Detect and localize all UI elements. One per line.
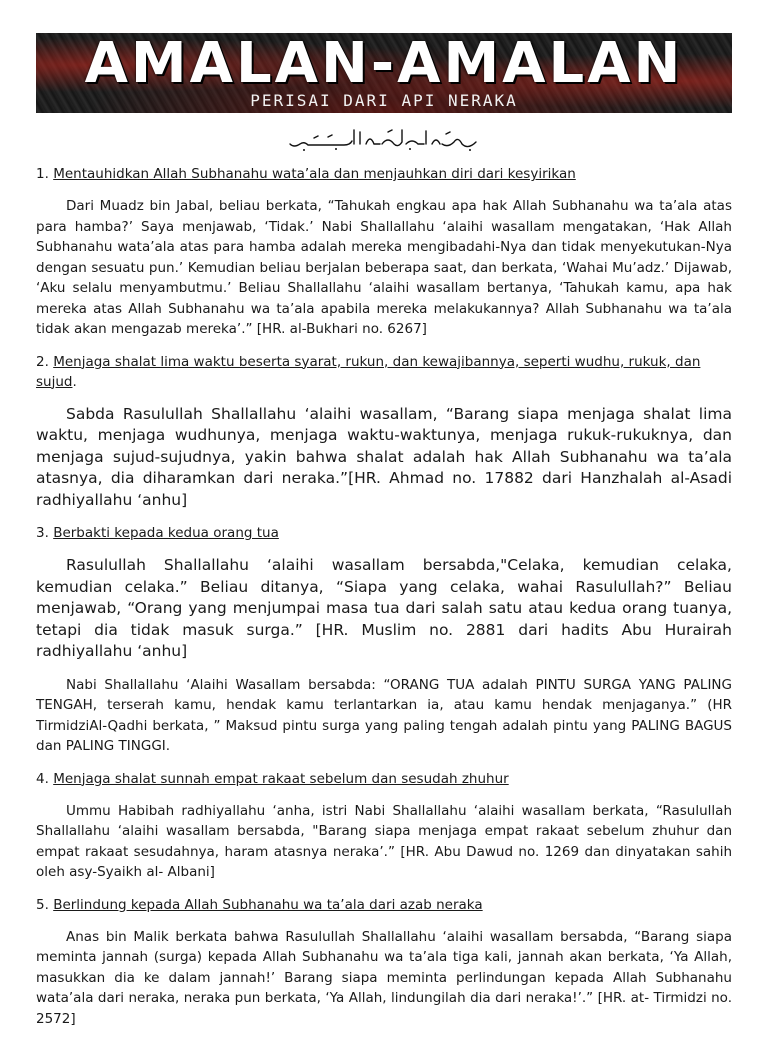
section-5-heading: [36, 895, 732, 915]
section-title: Berbakti kepada kedua orang tua: [53, 525, 279, 541]
section-3-paragraph-2: Nabi Shallallahu ‘Alaihi Wasallam bersabda: “ORANG TUA adalah PINTU SURGA YANG PALING TENGAH, terserah kamu, hendak kamu terlantarkan ia, atau kamu hendak menjaganya.” (HR TirmidziAl-Qadhi berkata, ” Maksud pintu surga yang paling tengah adalah pintu yang PALING BAGUS dan PALING TINGGI.: [36, 676, 732, 754]
section-title: Menjaga shalat sunnah empat rakaat sebelum dan sesudah zhuhur: [53, 770, 509, 787]
section-number: 2.: [36, 353, 49, 370]
section-number: 1.: [36, 166, 49, 182]
section-title: Berlindung kepada Allah Subhanahu wa ta’ala dari azab neraka: [53, 896, 483, 913]
bismillah-calligraphy-icon: [284, 124, 484, 154]
article-body: [36, 164, 732, 1041]
section-3-paragraph-1: Rasulullah Shallallahu ‘alaihi wasallam bersabda,"Celaka, kemudian celaka, kemudian celaka.” Beliau ditanya, “Siapa yang celaka, wahai Rasulullah?” Beliau menjawab, “Orang yang menjumpai masa tua dari salah satu atau kedua orang tuanya, tetapi dia tidak masuk surga.” [HR. Muslim no. 2881 dari hadits Abu Hurairah radhiyallahu ‘anhu]: [36, 556, 732, 660]
section-number: 4.: [36, 770, 49, 787]
section-2-paragraph: Sabda Rasulullah Shallallahu ‘alaihi wasallam, “Barang siapa menjaga shalat lima waktu, menjaga wudhunya, menjaga waktu-waktunya, menjaga rukuk-rukuknya, dan menjaga sujud-sujudnya, yakin bahwa shalat adalah hak Allah Subhanahu wa ta’ala atasnya, dia diharamkan dari neraka.”[HR. Ahmad no. 17882 dari Hanzhalah al-Asadi radhiyallahu ‘anhu]: [36, 404, 732, 509]
section-2-heading: 2. Menjaga shalat lima waktu beserta syarat, rukun, dan kewajibannya, seperti wudhu, rukuk, dan sujud.: [36, 353, 701, 390]
section-title: Mentauhidkan Allah Subhanahu wata’ala dan menjauhkan diri dari kesyirikan: [53, 166, 576, 182]
section-number: 5.: [36, 896, 49, 913]
section-title: Menjaga shalat lima waktu beserta syarat, rukun, dan kewajibannya, seperti wudhu, rukuk, dan sujud: [36, 353, 701, 390]
section-4-heading: [36, 769, 732, 789]
section-4-paragraph: Ummu Habibah radhiyallahu ‘anha, istri Nabi Shallallahu ‘alaihi wasallam berkata, “Rasulullah Shallallahu ‘alaihi wasallam bersabda, "Barang siapa menjaga empat rakaat sebelum zhuhur dan empat rakaat sesudahnya, haram atasnya neraka’.” [HR. Abu Dawud no. 1269 dan dinyatakan sahih oleh asy-Syaikh al- Albani]: [36, 802, 732, 880]
banner-subtitle: PERISAI DARI API NERAKA: [250, 91, 518, 110]
header-banner: [36, 33, 732, 113]
section-number: 3.: [36, 525, 49, 541]
section-1-paragraph: Dari Muadz bin Jabal, beliau berkata, “Tahukah engkau apa hak Allah Subhanahu wa ta’ala atas para hamba?’ Saya menjawab, ‘Tidak.’ Nabi Shallallahu ‘alaihi wasallam mengatakan, ‘Hak Allah Subhanahu wata’ala atas para hamba adalah mereka mengibadahi-Nya dan tidak menyekutukan-Nya dengan sesuatu pun.’ Kemudian beliau berjalan beberapa saat, dan berkata, ‘Wahai Mu’adz.’ Dijawab, ‘Aku selalu menyambutmu.’ Beliau Shallallahu ‘alaihi wasallam bertanya, ‘Tahukah kamu, apa hak mereka atas Allah Subhanahu wa ta’ala apabila mereka melakukannya? Allah Subhanahu wa ta’ala tidak akan mengazab mereka’.” [HR. al-Bukhari no. 6267]: [36, 198, 732, 337]
section-5-paragraph: Anas bin Malik berkata bahwa Rasulullah Shallallahu ‘alaihi wasallam bersabda, “Barang siapa meminta jannah (surga) kepada Allah Subhanahu wa ta’ala tiga kali, jannah akan berkata, ‘Ya Allah, masukkan dia ke dalam jannah!’ Barang siapa meminta perlindungan kepada Allah Subhanahu wata’ala dari neraka, neraka pun berkata, ‘Ya Allah, lindungilah dia dari neraka!’.” [HR. at- Tirmidzi no. 2572]: [36, 928, 732, 1027]
banner-title: AMALAN-AMALAN: [84, 33, 684, 96]
section-3-heading: [36, 523, 732, 543]
section-1-heading: [36, 164, 732, 184]
